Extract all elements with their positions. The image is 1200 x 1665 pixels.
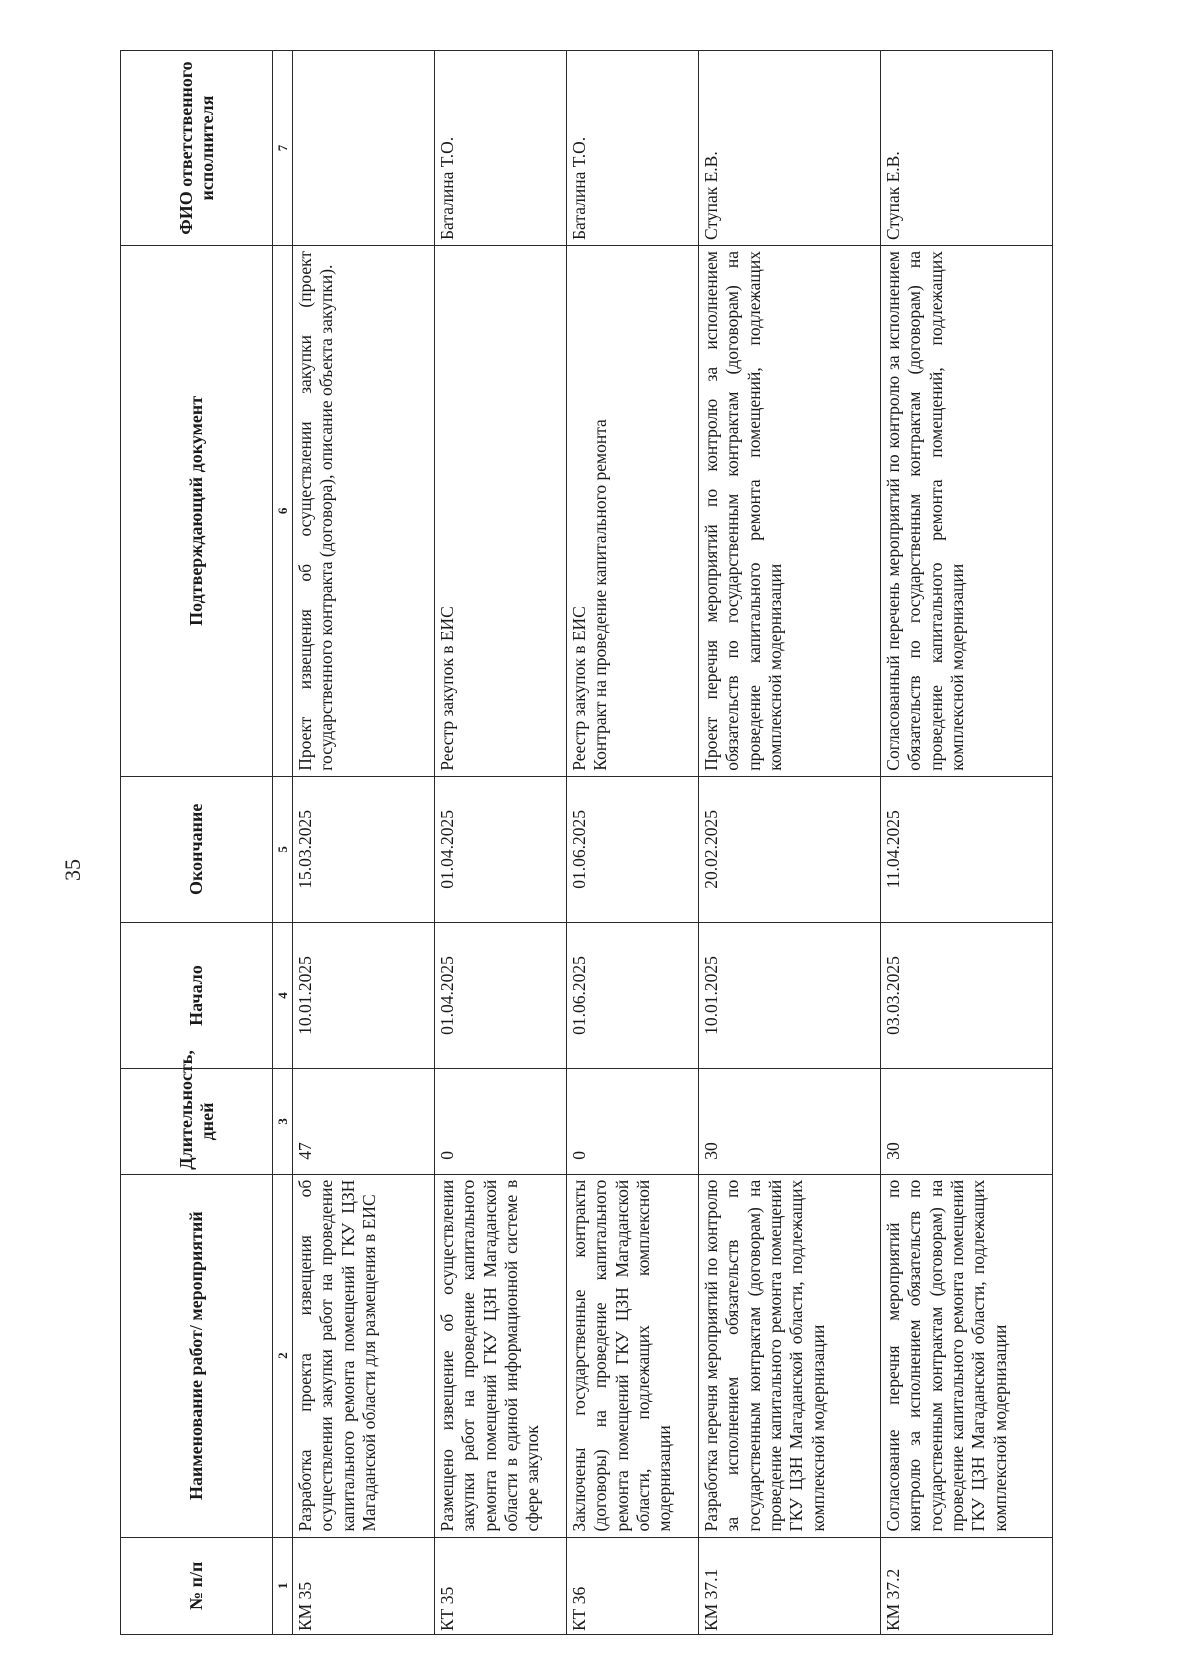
row-id: КТ 36 <box>567 1537 699 1634</box>
document-line: Реестр закупок в ЕИС <box>569 606 589 771</box>
row-name: Заключены государственные контракты (договоры) на проведение капитального ремонта помещений ГКУ ЦЗН Магаданской области, подлежащих комплексной модернизации <box>567 1174 699 1537</box>
row-name: Разработка перечня мероприятий по контролю за исполнением обязательств по государственным контрактам (договорам) на проведение капитального ремонта помещений ГКУ ЦЗН Магаданской области, подлежащих комплексной модернизации <box>699 1174 881 1537</box>
header-row <box>121 51 273 1635</box>
column-number: 7 <box>273 51 293 246</box>
row-id: КМ 35 <box>293 1537 435 1634</box>
row-responsible: Ступак Е.В. <box>699 51 881 246</box>
header-duration: Длительность, дней <box>121 1069 273 1175</box>
table-row <box>435 51 567 1635</box>
row-start: 10.01.2025 <box>699 922 881 1068</box>
row-id: КМ 37.1 <box>699 1537 881 1634</box>
row-end: 01.06.2025 <box>567 776 699 922</box>
row-end: 01.04.2025 <box>435 776 567 922</box>
document-line: Проект перечня мероприятий по контролю за исполнением обязательств по государственным контрактам (договорам) на проведение капитального ремонта помещений, подлежащих комплексной модернизации <box>701 251 786 771</box>
column-number: 4 <box>273 922 293 1068</box>
column-number-row <box>273 51 293 1635</box>
row-responsible: Ступак Е.В. <box>881 51 1053 246</box>
column-number: 1 <box>273 1537 293 1634</box>
row-document <box>567 246 699 777</box>
row-name: Размещено извещение об осуществлении закупки работ на проведение капитального ремонта помещений ГКУ ЦЗН Магаданской области в единой информационной системе в сфере закупок <box>435 1174 567 1537</box>
column-number: 2 <box>273 1174 293 1537</box>
document-line: Контракт на проведение капитального ремонта <box>590 419 611 771</box>
document-line: Реестр закупок в ЕИС <box>437 606 457 771</box>
column-number: 6 <box>273 246 293 777</box>
schedule-table-container <box>120 50 1040 1635</box>
column-number: 3 <box>273 1069 293 1175</box>
row-start: 01.06.2025 <box>567 922 699 1068</box>
row-start: 01.04.2025 <box>435 922 567 1068</box>
header-document: Подтверждающий документ <box>121 246 273 777</box>
row-responsible <box>293 51 435 246</box>
row-start: 10.01.2025 <box>293 922 435 1068</box>
row-end: 11.04.2025 <box>881 776 1053 922</box>
row-duration: 30 <box>699 1069 881 1175</box>
row-id: КМ 37.2 <box>881 1537 1053 1634</box>
row-duration: 0 <box>567 1069 699 1175</box>
header-end: Окончание <box>121 776 273 922</box>
row-duration: 47 <box>293 1069 435 1175</box>
row-start: 03.03.2025 <box>881 922 1053 1068</box>
table-row <box>699 51 881 1635</box>
row-id: КТ 35 <box>435 1537 567 1634</box>
table-row <box>293 51 435 1635</box>
row-responsible: Баталина Т.О. <box>435 51 567 246</box>
document-line: Проект извещения об осуществлении закупки (проект государственного контракта (договора), описание объекта закупки). <box>295 251 337 771</box>
row-duration: 30 <box>881 1069 1053 1175</box>
row-document <box>881 246 1053 777</box>
page-number: 35 <box>60 859 85 881</box>
header-name: Наименование работ/ мероприятий <box>121 1174 273 1537</box>
row-end: 15.03.2025 <box>293 776 435 922</box>
header-responsible: ФИО ответственного исполнителя <box>121 51 273 246</box>
row-document <box>435 246 567 777</box>
row-document <box>699 246 881 777</box>
header-num: № п/п <box>121 1537 273 1634</box>
header-start: Начало <box>121 922 273 1068</box>
row-responsible: Баталина Т.О. <box>567 51 699 246</box>
table-row <box>567 51 699 1635</box>
table-row <box>881 51 1053 1635</box>
row-name: Согласование перечня мероприятий по контролю за исполнением обязательств по государственным контрактам (договорам) на проведение капитального ремонта помещений ГКУ ЦЗН Магаданской области, подлежащих комплексной модернизации <box>881 1174 1053 1537</box>
column-number: 5 <box>273 776 293 922</box>
document-line: Согласованный перечень мероприятий по контролю за исполнением обязательств по государственным контрактам (договорам) на проведение капитального ремонта помещений, подлежащих комплексной модернизации <box>883 251 968 771</box>
schedule-table <box>120 50 1053 1635</box>
row-duration: 0 <box>435 1069 567 1175</box>
row-end: 20.02.2025 <box>699 776 881 922</box>
row-name: Разработка проекта извещения об осуществлении закупки работ на проведение капитального ремонта помещений ГКУ ЦЗН Магаданской области для размещения в ЕИС <box>293 1174 435 1537</box>
row-document <box>293 246 435 777</box>
